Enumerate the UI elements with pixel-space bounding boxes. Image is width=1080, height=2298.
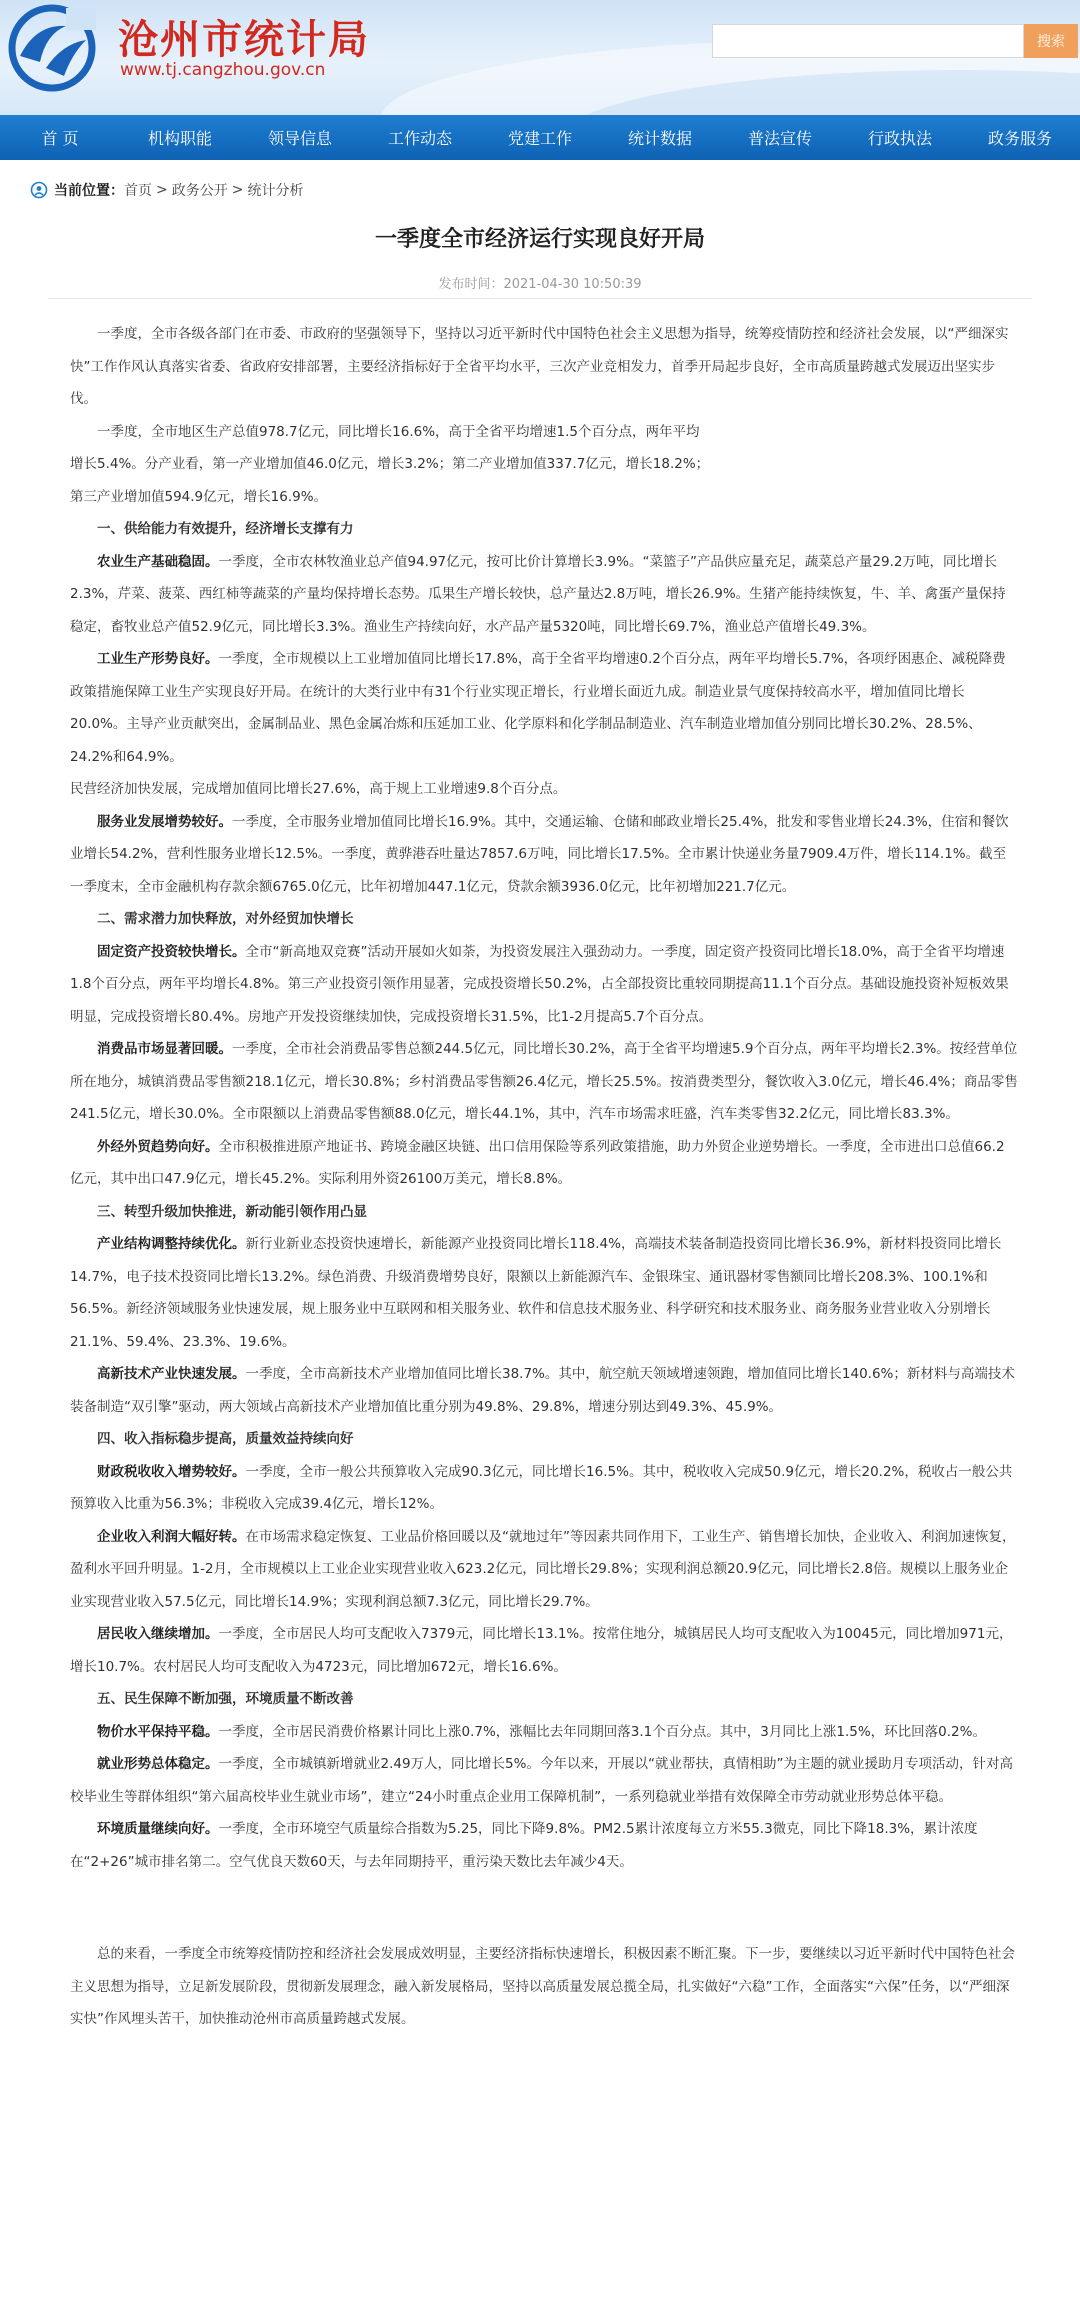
- paragraph-lead: 外经外贸趋势向好。: [97, 1138, 219, 1155]
- paragraph-fiscal: 财政税收收入增势较好。一季度，全市一般公共预算收入完成90.3亿元，同比增长16.5%。其中，税收收入完成50.9亿元，增长20.2%，税收占一般公共预算收入比重为56.3%；非税收入完成39.4亿元，增长12%。: [70, 1463, 1013, 1512]
- paragraph-trade: 外经外贸趋势向好。全市积极推进原产地证书、跨境金融区块链、出口信用保险等系列政策措施，助力外贸企业逆势增长。一季度，全市进出口总值66.2亿元，其中出口47.9亿元，增长45.2%。实际利用外资26100万美元，增长8.8%。: [70, 1138, 1005, 1187]
- breadcrumb-separator: >: [231, 182, 244, 198]
- section-heading-2: 二、需求潜力加快释放，对外经贸加快增长: [97, 911, 354, 927]
- paragraph-lead: 财政税收收入增势较好。: [97, 1463, 246, 1480]
- nav-item-services[interactable]: 政务服务: [987, 129, 1052, 148]
- paragraph-lead: 消费品市场显著回暖。: [97, 1041, 232, 1057]
- paragraph-environment: 环境质量继续向好。一季度，全市环境空气质量综合指数为5.25，同比下降9.8%。PM2.5累计浓度每立方米55.3微克，同比下降18.3%，累计浓度在“2+26”城市排名第二。空气优良天数60天，与去年同期持平，重污染天数比去年减少4天。: [70, 1821, 978, 1870]
- paragraph-consumption: 消费品市场显著回暖。一季度，全市社会消费品零售总额244.5亿元，同比增长30.2%，高于全省平均增速5.9个百分点，两年平均增长2.3%。按经营单位所在地分，城镇消费品零售额218.1亿元，增长30.8%；乡村消费品零售额26.4亿元，增长25.5%。按消费类型分，餐饮收入3.0亿元，增长46.4%；商品零售241.5亿元，增长30.0%。全市限额以上消费品零售额88.0亿元，增长44.1%，其中，汽车市场需求旺盛，汽车类零售32.2亿元，同比增长83.3%。: [70, 1041, 1018, 1122]
- breadcrumb-analysis[interactable]: 统计分析: [247, 183, 304, 199]
- paragraph-lead: 物价水平保持平稳。: [97, 1723, 219, 1740]
- paragraph-services: 服务业发展增势较好。一季度，全市服务业增加值同比增长16.9%。其中，交通运输、仓储和邮政业增长25.4%，批发和零售业增长24.3%，住宿和餐饮业增长54.2%，营利性服务业增长12.5%。一季度，黄骅港吞吐量达7857.6万吨，同比增长17.5%。全市累计快递业务量7909.4万件，增长114.1%。截至一季度末，全市金融机构存款余额6765.0亿元，比年初增加447.1亿元，贷款余额3936.0亿元，比年初增加221.7亿元。: [70, 813, 1009, 895]
- breadcrumb-public-affairs[interactable]: 政务公开: [171, 183, 228, 199]
- publish-date: 发布时间：2021-04-30 10:50:39: [438, 277, 642, 292]
- paragraph-employment: 就业形势总体稳定。一季度，全市城镇新增就业2.49万人，同比增长5%。今年以来，开展以“就业帮扶，真情相助”为主题的就业援助月专项活动，针对高校毕业生等群体组织“第六届高校毕业生就业市场”，建立“24小时重点企业用工保障机制”，一系列稳就业举措有效保障全市劳动就业形势总体平稳。: [70, 1756, 1013, 1805]
- paragraph-industry: 工业生产形势良好。一季度，全市规模以上工业增加值同比增长17.8%，高于全省平均增速0.2个百分点，两年平均增长5.7%，各项纾困惠企、减税降费政策措施保障工业生产实现良好开局。在统计的大类行业中有31个行业实现正增长，行业增长面近九成。制造业景气度保持较高水平，增加值同比增长20.0%。主导产业贡献突出，金属制品业、黑色金属冶炼和压延加工业、化学原料和化学制品制造业、汽车制造业增加值分别同比增长30.2%、28.5%、24.2%和64.9%。: [70, 651, 1006, 765]
- paragraph-agriculture: 农业生产基础稳固。一季度，全市农林牧渔业总产值94.97亿元，按可比价计算增长3.9%。“菜篮子”产品供应量充足，蔬菜总产量29.2万吨，同比增长2.3%，芹菜、菠菜、西红柿等蔬菜的产量均保持增长态势。瓜果生产增长较快，总产量达2.8万吨，增长26.9%。生猪产能持续恢复，牛、羊、禽蛋产量保持稳定，畜牧业总产值52.9亿元，同比增长3.3%。渔业生产持续向好，水产品产量5320吨，同比增长69.7%，渔业总产值增长49.3%。: [70, 553, 1006, 635]
- section-heading-5: 五、民生保障不断加强，环境质量不断改善: [97, 1691, 354, 1707]
- paragraph-lead: 服务业发展增势较好。: [97, 813, 232, 830]
- breadcrumb-separator: >: [156, 182, 168, 198]
- article-body: [70, 318, 1018, 2036]
- title-divider: [48, 298, 1032, 299]
- paragraph-lead: 就业形势总体稳定。: [97, 1756, 219, 1772]
- nav-item-home[interactable]: 首 页: [41, 129, 79, 148]
- paragraph-income: 居民收入继续增加。一季度，全市居民人均可支配收入7379元，同比增长13.1%。按常住地分，城镇居民人均可支配收入为10045元，同比增加971元，增长10.7%。农村居民人均可支配收入为4723元，同比增加672元，增长16.6%。: [70, 1626, 1013, 1675]
- paragraph-prices: 物价水平保持平稳。一季度，全市居民消费价格累计同比上涨0.7%，涨幅比去年同期回落3.1个百分点。其中，3月同比上涨1.5%，环比回落0.2%。: [97, 1723, 986, 1740]
- site-url[interactable]: www.tj.cangzhou.gov.cn: [120, 60, 326, 80]
- paragraph-summary: 总的来看，一季度全市统筹疫情防控和经济社会发展成效明显，主要经济指标快速增长，积极因素不断汇聚。下一步，要继续以习近平新时代中国特色社会主义思想为指导，立足新发展阶段，贯彻新发展理念，融入新发展格局，坚持以高质量发展总揽全局，扎实做好“六稳”工作，全面落实“六保”任务，以“严细深实快”作风埋头苦干，加快推动沧州市高质量跨越式发展。: [70, 1946, 1015, 2027]
- article-title: 一季度全市经济运行实现良好开局: [374, 227, 705, 252]
- paragraph-structure: 产业结构调整持续优化。新行业新业态投资快速增长，新能源产业投资同比增长118.4%，高端技术装备制造投资同比增长36.9%，新材料投资同比增长14.7%，电子技术投资同比增长13.2%。绿色消费、升级消费增势良好，限额以上新能源汽车、金银珠宝、通讯器材零售额同比增长208.3%、100.1%和56.5%。新经济领域服务业快速发展，规上服务业中互联网和相关服务业、软件和信息技术服务业、科学研究和技术服务业、商务服务业营业收入分别增长21.1%、59.4%、23.3%、19.6%。: [70, 1236, 1002, 1350]
- paragraph-lead: 居民收入继续增加。: [97, 1626, 219, 1642]
- nav-item-party[interactable]: 党建工作: [507, 129, 572, 148]
- search-button[interactable]: 搜索: [1024, 24, 1078, 58]
- nav-item-statistics[interactable]: 统计数据: [627, 129, 692, 148]
- breadcrumb-home[interactable]: 首页: [124, 183, 152, 199]
- paragraph-investment: 固定资产投资较快增长。全市“新高地双竞赛”活动开展如火如荼，为投资发展注入强劲动力。一季度，固定资产投资同比增长18.0%，高于全省平均增速1.8个百分点，两年平均增长4.8%。第三产业投资引领作用显著，完成投资增长50.2%，占全部投资比重较同期提高11.1个百分点。基础设施投资补短板效果明显，完成投资增长80.4%。房地产开发投资继续加快，完成投资增长31.5%，比1-2月提高5.7个百分点。: [70, 943, 1009, 1025]
- nav-item-enforcement[interactable]: 行政执法: [867, 129, 932, 148]
- main-nav: [0, 115, 1080, 160]
- paragraph-private-economy: 民营经济加快发展，完成增加值同比增长27.6%，高于规上工业增速9.8个百分点。: [70, 781, 567, 797]
- paragraph-hightech: 高新技术产业快速发展。一季度，全市高新技术产业增加值同比增长38.7%。其中，航空航天领域增速领跑，增加值同比增长140.6%；新材料与高端技术装备制造“双引擎”驱动，两大领域占高新技术产业增加值比重分别为49.8%、29.8%，增速分别达到49.3%、45.9%。: [70, 1366, 1015, 1415]
- paragraph-lead: 环境质量继续向好。: [97, 1821, 219, 1837]
- bureau-logo-icon[interactable]: [6, 4, 98, 92]
- paragraph-lead: 高新技术产业快速发展。: [97, 1366, 246, 1382]
- nav-item-news[interactable]: 工作动态: [387, 129, 452, 148]
- paragraph-profit: 企业收入利润大幅好转。在市场需求稳定恢复、工业品价格回暖以及“就地过年”等因素共同作用下，工业生产、销售增长加快，企业收入、利润加速恢复，盈利水平回升明显。1-2月，全市规模以上工业企业实现营业收入623.2亿元，同比增长29.8%；实现利润总额20.9亿元，同比增长2.8倍。规模以上服务业企业实现营业收入57.5亿元，同比增长14.9%；实现利润总额7.3亿元，同比增长29.7%。: [70, 1528, 1016, 1610]
- site-header: [0, 0, 1080, 115]
- nav-item-leaders[interactable]: 领导信息: [267, 129, 332, 148]
- paragraph-lead: 企业收入利润大幅好转。: [97, 1528, 246, 1545]
- spacer: [70, 1878, 1018, 1938]
- paragraph-lead: 产业结构调整持续优化。: [97, 1236, 246, 1252]
- nav-item-law[interactable]: 普法宣传: [747, 129, 812, 148]
- paragraph-intro: 一季度，全市各级各部门在市委、市政府的坚强领导下，坚持以习近平新时代中国特色社会主义思想为指导，统筹疫情防控和经济社会发展，以“严细深实快”工作作风认真落实省委、省政府安排部署，主要经济指标好于全省平均水平，三次产业竞相发力，首季开局起步良好，全市高质量跨越式发展迈出坚实步伐。: [70, 326, 1009, 407]
- paragraph-lead: 农业生产基础稳固。: [97, 553, 219, 570]
- section-heading-4: 四、收入指标稳步提高，质量效益持续向好: [97, 1431, 354, 1447]
- paragraph-lead: 固定资产投资较快增长。: [97, 943, 246, 960]
- nav-item-functions[interactable]: 机构职能: [147, 129, 212, 148]
- location-pin-icon: [30, 181, 48, 199]
- breadcrumb-label: 当前位置：: [54, 183, 124, 199]
- breadcrumb: [30, 178, 303, 202]
- section-heading-1: 一、供给能力有效提升，经济增长支撑有力: [97, 521, 354, 537]
- section-heading-3: 三、转型升级加快推进，新动能引领作用凸显: [97, 1203, 367, 1220]
- search-input[interactable]: [712, 24, 1024, 58]
- paragraph-gdp: 一季度，全市地区生产总值978.7亿元，同比增长16.6%，高于全省平均增速1.5个百分点，两年平均增长5.4%。分产业看，第一产业增加值46.0亿元，增长3.2%；第二产业增加值337.7亿元，增长18.2%；第三产业增加值594.9亿元，增长16.9%。: [70, 423, 710, 505]
- site-title[interactable]: 沧州市统计局: [118, 16, 370, 63]
- paragraph-lead: 工业生产形势良好。: [97, 651, 219, 667]
